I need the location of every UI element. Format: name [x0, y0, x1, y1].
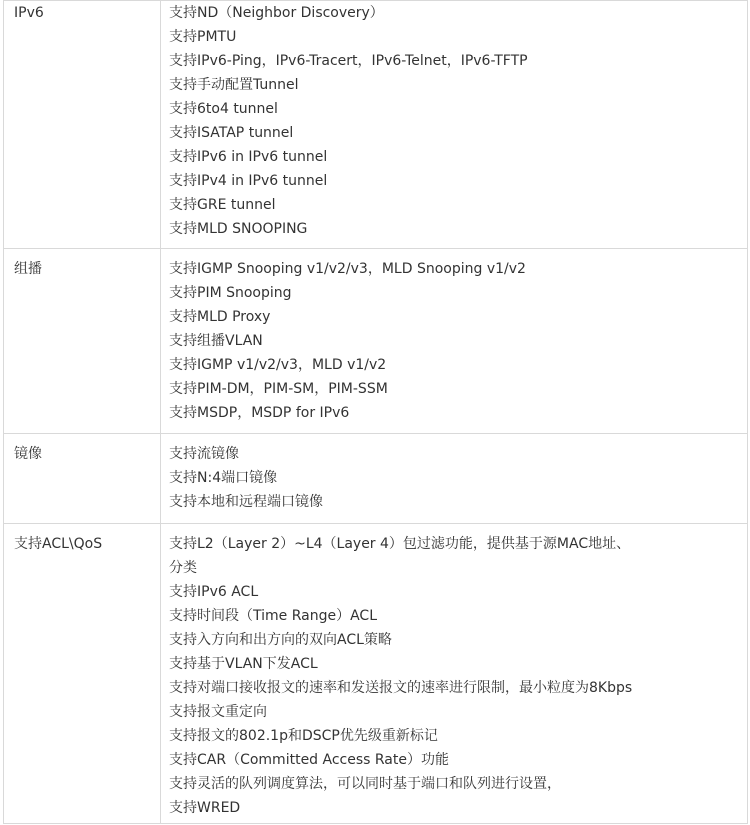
- feature-item: 支持IPv4 in IPv6 tunnel: [169, 173, 328, 189]
- feature-cell: [161, 434, 748, 524]
- table-row: [4, 249, 748, 434]
- category-cell: [4, 249, 161, 434]
- feature-item: 支持对端口接收报文的速率和发送报文的速率进行限制，最小粒度为8Kbps: [169, 680, 633, 696]
- category-cell: [4, 1, 161, 249]
- feature-item: 支持IPv6 ACL: [169, 584, 259, 600]
- feature-item: 支持手动配置Tunnel: [169, 77, 299, 93]
- feature-item: 支持ISATAP tunnel: [169, 125, 294, 141]
- feature-cell: [161, 524, 748, 824]
- feature-item: 支持组播VLAN: [169, 333, 263, 349]
- table-row: [4, 524, 748, 824]
- feature-item: 支持入方向和出方向的双向ACL策略: [169, 632, 392, 648]
- feature-item: 支持IGMP Snooping v1/v2/v3，MLD Snooping v1/v2: [169, 261, 526, 277]
- spec-table: [3, 0, 748, 824]
- feature-item: 支持IPv6 in IPv6 tunnel: [169, 149, 328, 165]
- category-cell: [4, 524, 161, 824]
- feature-item: 支持MLD Proxy: [169, 309, 271, 325]
- feature-cell: [161, 249, 748, 434]
- category-cell: [4, 434, 161, 524]
- table-row: [4, 434, 748, 524]
- feature-item: 支持基于VLAN下发ACL: [169, 656, 318, 672]
- category-label: IPv6: [14, 5, 44, 21]
- feature-item: 支持WRED: [169, 800, 241, 816]
- category-label: 镜像: [14, 446, 42, 462]
- feature-item: 支持MSDP，MSDP for IPv6: [169, 405, 350, 421]
- feature-item: 支持时间段（Time Range）ACL: [169, 608, 377, 624]
- feature-item: 支持本地和远程端口镜像: [169, 494, 323, 510]
- feature-item: 支持L2（Layer 2）~L4（Layer 4）包过滤功能，提供基于源MAC地址、: [169, 536, 631, 552]
- feature-item: 分类: [169, 560, 197, 576]
- feature-item: 支持PIM-DM，PIM-SM，PIM-SSM: [169, 381, 388, 397]
- feature-item: 支持MLD SNOOPING: [169, 221, 308, 237]
- feature-item: 支持ND（Neighbor Discovery）: [169, 5, 384, 21]
- category-label: 组播: [14, 261, 42, 277]
- feature-item: 支持N:4端口镜像: [169, 470, 278, 486]
- feature-item: 支持PIM Snooping: [169, 285, 292, 301]
- feature-item: 支持灵活的队列调度算法，可以同时基于端口和队列进行设置，: [169, 776, 561, 792]
- table-row: [4, 1, 748, 249]
- feature-item: 支持流镜像: [169, 446, 239, 462]
- feature-item: 支持报文的802.1p和DSCP优先级重新标记: [169, 728, 438, 744]
- feature-item: 支持GRE tunnel: [169, 197, 276, 213]
- feature-item: 支持6to4 tunnel: [169, 101, 278, 117]
- feature-item: 支持PMTU: [169, 29, 237, 45]
- feature-item: 支持IPv6-Ping，IPv6-Tracert，IPv6-Telnet，IPv6-TFTP: [169, 53, 528, 69]
- feature-cell: [161, 1, 748, 249]
- feature-item: 支持报文重定向: [169, 704, 267, 720]
- feature-item: 支持CAR（Committed Access Rate）功能: [169, 752, 449, 768]
- feature-item: 支持IGMP v1/v2/v3，MLD v1/v2: [169, 357, 387, 373]
- category-label: 支持ACL\QoS: [14, 536, 103, 552]
